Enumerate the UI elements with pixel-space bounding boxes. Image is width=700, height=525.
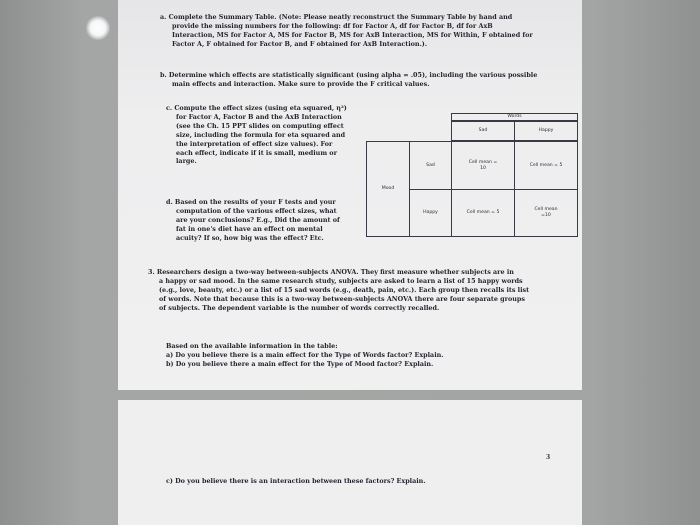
question-3c: c) Do you believe there is an interaction between these factors? Explain. — [166, 477, 426, 485]
part-b-line-1: b. Determine which effects are statistically significant (using alpha = .05), including the various possible — [160, 71, 538, 79]
part-c-line-6: each effect, indicate if it is small, medium or — [176, 148, 337, 157]
question-3b: b) Do you believe there a main effect for the Type of Mood factor? Explain. — [166, 359, 434, 368]
part-a-line-4: Factor A, F obtained for Factor B, and F obtained for AxB Interaction.). — [172, 39, 428, 48]
part-a-instructions — [160, 13, 560, 49]
question-3c-block — [166, 477, 546, 486]
mood-sad-header: Sad — [409, 141, 452, 190]
worksheet-page-lower — [118, 400, 582, 525]
part-c-line-1: c. Compute the effect sizes (using eta squared, η²) — [166, 104, 347, 112]
question-3 — [148, 268, 558, 313]
question-3-line-3: (e.g., love, beauty, etc.) or a list of 15 sad words (e.g., death, pain, etc.). Each group then recalls its list — [159, 285, 530, 294]
cell-happy-sad: Cell mean = 5 — [451, 189, 515, 237]
part-b-instructions — [160, 71, 560, 89]
design-table — [366, 113, 578, 237]
mood-happy-header: Happy — [409, 189, 452, 237]
words-happy-header: Happy — [514, 121, 578, 141]
part-c-line-7: large. — [176, 157, 197, 166]
based-on-text: Based on the available information in the table: — [166, 342, 338, 350]
question-3a: a) Do you believe there is a main effect for the Type of Words factor? Explain. — [166, 350, 444, 359]
part-d-line-3: are your conclusions? E.g., Did the amount of — [176, 215, 340, 224]
part-c-line-3: (see the Ch. 15 PPT slides on computing effect — [176, 121, 344, 130]
part-d-line-5: acuity? If so, how big was the effect? Etc. — [176, 233, 324, 242]
question-3-subquestions — [166, 342, 546, 369]
light-glare — [86, 16, 110, 40]
part-b-line-2: main effects and interaction. Make sure to provide the F critical values. — [172, 79, 430, 88]
cell-sad-sad: Cell mean = 10 — [451, 141, 515, 190]
part-a-line-3: Interaction, MS for Factor A, MS for Factor B, MS for AxB Interaction, MS for Within, F obtained for — [172, 30, 533, 39]
question-3-line-4: of words. Note that because this is a two-way between-subjects ANOVA there are four separate groups — [159, 294, 525, 303]
part-c-instructions — [166, 104, 356, 166]
page-number: 3 — [546, 454, 551, 461]
part-c-line-4: size, including the formula for eta squared and — [176, 130, 346, 139]
question-3-line-5: of subjects. The dependent variable is the number of words correctly recalled. — [159, 303, 440, 312]
words-sad-header: Sad — [451, 121, 515, 141]
mood-factor-header: Mood — [366, 141, 410, 237]
words-factor-header: Words — [451, 113, 578, 121]
part-d-line-4: fat in one's diet have an effect on mental — [176, 224, 323, 233]
part-c-line-2: for Factor A, Factor B and the AxB Interaction — [176, 112, 342, 121]
part-a-line-1: a. Complete the Summary Table. (Note: Please neatly reconstruct the Summary Table by hand and — [160, 13, 513, 21]
cell-sad-happy: Cell mean = 5 — [514, 141, 578, 190]
part-a-line-2: provide the missing numbers for the following: df for Factor A, df for Factor B, df for AxB — [172, 21, 493, 30]
part-d-line-2: computation of the various effect sizes, what — [176, 206, 337, 215]
question-3-line-1: 3. Researchers design a two-way between-subjects ANOVA. They first measure whether subjects are in — [148, 268, 514, 276]
cell-happy-happy: Cell mean =10 — [514, 189, 578, 237]
part-d-instructions — [166, 198, 356, 243]
part-d-line-1: d. Based on the results of your F tests and your — [166, 198, 336, 206]
part-c-line-5: the interpretation of effect size values). For — [176, 139, 333, 148]
question-3-line-2: a happy or sad mood. In the same research study, subjects are asked to learn a list of 15 happy words — [159, 276, 523, 285]
